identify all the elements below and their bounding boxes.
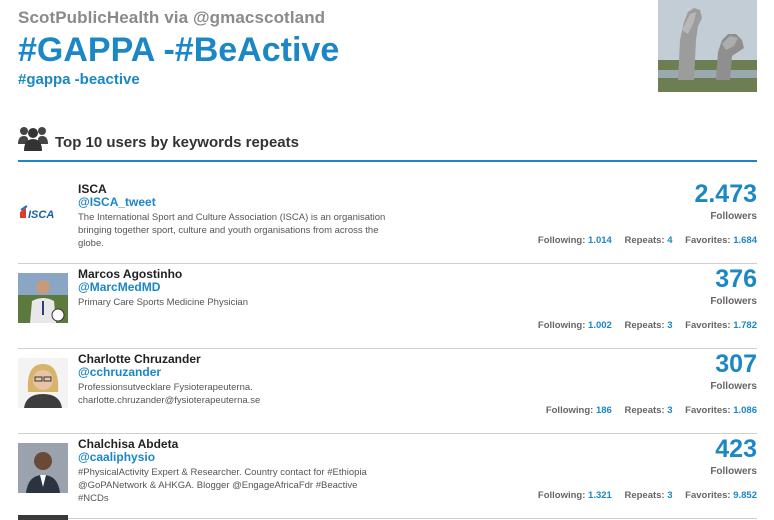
favorites-label: Favorites: bbox=[685, 405, 731, 416]
followers-label: Followers bbox=[710, 381, 757, 392]
section-header bbox=[18, 124, 757, 162]
header-photo-kelpies bbox=[658, 0, 757, 92]
following-value: 1.002 bbox=[588, 320, 612, 331]
favorites-value: 1.086 bbox=[733, 405, 757, 416]
followers-count: 423 bbox=[715, 435, 757, 463]
user-bio: Primary Care Sports Medicine Physician bbox=[78, 297, 249, 308]
favorites-label: Favorites: bbox=[685, 320, 731, 331]
user-handle[interactable]: @ISCA_tweet bbox=[78, 195, 156, 209]
followers-label: Followers bbox=[710, 211, 757, 222]
followers-count: 376 bbox=[715, 265, 757, 293]
user-name: Marcos Agostinho bbox=[78, 267, 183, 281]
following-value: 1.321 bbox=[588, 490, 612, 501]
followers-label: Followers bbox=[710, 466, 757, 477]
repeats-label: Repeats: bbox=[624, 235, 665, 246]
repeats-label: Repeats: bbox=[624, 405, 665, 416]
repeats-label: Repeats: bbox=[624, 490, 665, 501]
section-title: Top 10 users by keywords repeats bbox=[55, 134, 299, 151]
user-bio: The International Sport and Culture Association (ISCA) is an organisation bringing together sport, culture and youth organisations from across the globe. bbox=[78, 212, 386, 249]
following-label: Following: bbox=[537, 490, 586, 501]
user-row[interactable] bbox=[18, 435, 757, 519]
user-row[interactable] bbox=[18, 350, 757, 434]
user-handle[interactable]: @MarcMedMD bbox=[78, 280, 161, 294]
user-bio: Professionsutvecklare Fysioterapeuterna. charlotte.chruzander@fysioterapeuterna.se bbox=[78, 382, 261, 406]
avatar[interactable] bbox=[18, 443, 68, 493]
favorites-value: 9.852 bbox=[733, 490, 757, 501]
avatar[interactable] bbox=[18, 188, 68, 238]
user-name: Chalchisa Abdeta bbox=[78, 437, 179, 451]
isca-logo-text: ISCA bbox=[28, 209, 55, 221]
followers-label: Followers bbox=[710, 296, 757, 307]
following-value: 1.014 bbox=[588, 235, 612, 246]
repeats-label: Repeats: bbox=[624, 320, 665, 331]
user-name: Charlotte Chruzander bbox=[78, 352, 201, 366]
avatar[interactable] bbox=[18, 358, 68, 408]
avatar[interactable] bbox=[18, 273, 68, 323]
user-row[interactable] bbox=[18, 265, 757, 349]
following-label: Following: bbox=[545, 405, 594, 416]
favorites-value: 1.684 bbox=[733, 235, 757, 246]
report-subtitle: ScotPublicHealth via @gmacscotland bbox=[18, 8, 326, 27]
user-handle[interactable]: @caaliphysio bbox=[78, 450, 156, 464]
repeats-value: 4 bbox=[667, 235, 673, 246]
user-stats bbox=[538, 235, 757, 246]
user-stats bbox=[538, 320, 757, 331]
user-name: ISCA bbox=[78, 182, 107, 196]
kelpies-image bbox=[658, 0, 757, 92]
report-title: #GAPPA -#BeActive bbox=[18, 31, 340, 69]
favorites-label: Favorites: bbox=[685, 490, 731, 501]
user-row[interactable] bbox=[18, 180, 757, 264]
following-value: 186 bbox=[595, 405, 612, 416]
user-bio: #PhysicalActivity Expert & Researcher. Country contact for #Ethiopia @GoPANetwork & AHKGA. Blogger @EngageAfricaFdr #Beactive #NCDs bbox=[78, 467, 367, 504]
user-stats bbox=[538, 490, 757, 501]
repeats-value: 3 bbox=[667, 405, 673, 416]
user-handle[interactable]: @cchruzander bbox=[78, 365, 162, 379]
following-label: Following: bbox=[537, 320, 586, 331]
user-stats bbox=[546, 405, 757, 416]
following-label: Following: bbox=[537, 235, 586, 246]
next-row-avatar-edge bbox=[18, 515, 68, 520]
favorites-label: Favorites: bbox=[685, 235, 731, 246]
favorites-value: 1.782 bbox=[733, 320, 757, 331]
report-hashtags: #gappa -beactive bbox=[18, 71, 140, 88]
repeats-value: 3 bbox=[667, 490, 673, 501]
repeats-value: 3 bbox=[667, 320, 673, 331]
followers-count: 307 bbox=[715, 350, 757, 378]
report-header bbox=[18, 8, 638, 88]
users-icon bbox=[18, 124, 48, 152]
followers-count: 2.473 bbox=[694, 180, 757, 208]
